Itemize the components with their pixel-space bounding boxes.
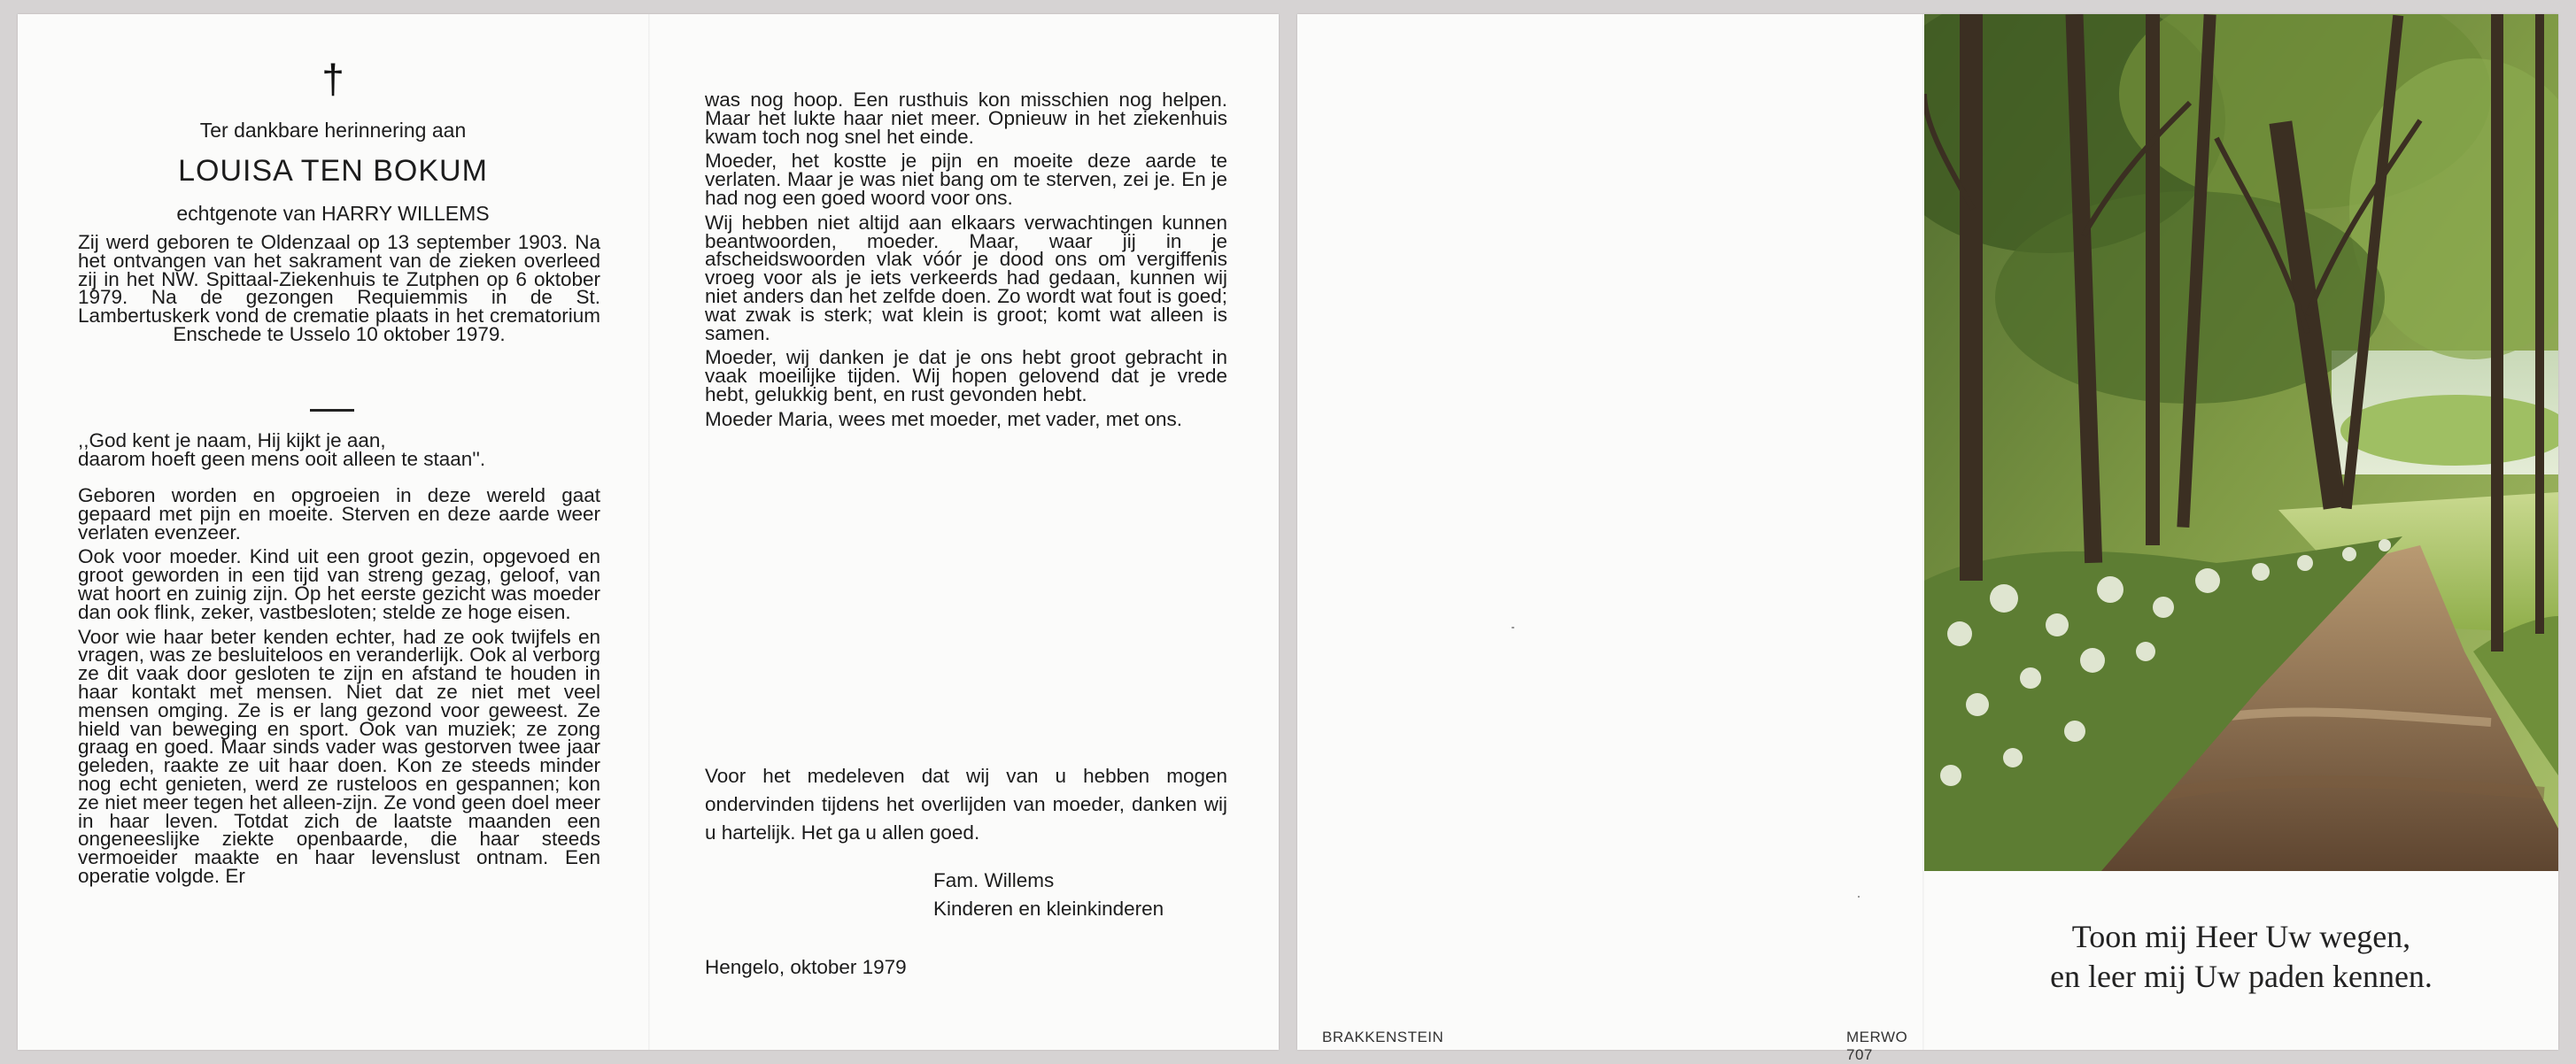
signature-children: Kinderen en kleinkinderen — [933, 898, 1164, 920]
card-code: MERWO 707 — [1846, 1029, 1908, 1063]
thanks-paragraph: Voor het medeleven dat wij van u hebben mogen ondervinden tijdens het overlijden van moeder, danken wij u hartelijk. Het ga u allen goed. — [705, 765, 1227, 844]
card-page-2 — [650, 14, 1279, 1050]
eulogy-paragraph: Moeder, het kostte je pijn en moeite deze aarde te verlaten. Maar je was niet bang om te sterven, zei je. En je had nog een goed woord voor ons. — [705, 150, 1227, 209]
place-date: Hengelo, oktober 1979 — [705, 956, 907, 978]
memorial-card-inside — [18, 14, 1279, 1050]
eulogy-paragraph: was nog hoop. Een rusthuis kon misschien nog helpen. Maar het lukte haar niet meer. Opnieuw in het ziekenhuis kwam toch nog snel het einde. — [705, 89, 1227, 148]
card-back-page — [1297, 14, 1922, 1063]
bible-verse — [1924, 917, 2558, 997]
verse-line: Toon mij Heer Uw wegen, — [2071, 919, 2411, 954]
paper-speck — [1512, 627, 1514, 628]
eulogy-paragraph: Moeder, wij danken je dat je ons hebt groot gebracht in vaak moeilijke tijden. Wij hopen gelovend dat je vrede hebt, gelukkig bent, en rust gevonden hebt. — [705, 346, 1227, 405]
eulogy-paragraph: Geboren worden en opgroeien in deze wereld gaat gepaard met pijn en moeite. Sterven en deze aarde weer verlaten evenzeer. — [78, 484, 600, 544]
tree-lined-path-photo — [1924, 14, 2558, 871]
card-cover-page — [1924, 14, 2558, 1050]
verse-line: en leer mij Uw paden kennen. — [2050, 959, 2433, 994]
publisher-imprint: BRAKKENSTEIN — [1322, 1029, 1444, 1045]
card-page-1 — [18, 14, 648, 1050]
eulogy-text-right — [705, 91, 1227, 436]
eulogy-paragraph: Ook voor moeder. Kind uit een groot gezin, opgevoed en groot geworden in een tijd van streng gezag, geloof, van wat hoort en zuinig zijn. Op het eerste gezicht was moeder dan ook flink, zeker, vastbesloten; stelde ze hoge eisen. — [78, 545, 600, 623]
signature-block — [933, 867, 1164, 923]
biography-paragraph: Zij werd geboren te Oldenzaal op 13 september 1903. Na het ontvangen van het sakrament van de zieken overleed zij in het NW. Spittaal-Ziekenhuis te Zutphen op 6 oktober 1979. Na de gezongen Requiemmis in de St. Lambertuskerk vond de crematie plaats in het crematorium Enschede te Usselo 10 oktober 1979. — [78, 231, 600, 345]
memorial-card-outside — [1297, 14, 2558, 1063]
dedication-text: Ter dankbare herinnering aan — [199, 119, 467, 142]
spouse-line: echtgenote van HARRY WILLEMS — [176, 202, 490, 225]
eulogy-paragraph: Wij hebben niet altijd aan elkaars verwachtingen kunnen beantwoorden, moeder. Maar, waar jij in je afscheidswoorden vlak vóór je dood ons om vergiffenis vroeg voor als je iets verkeerds had gedaan, kunnen wij niet anders dan het zelfde doen. Zo wordt wat fout is goed; wat zwak is sterk; wat klein is groot; komt wat alleen is samen. — [705, 211, 1227, 344]
divider — [310, 409, 354, 412]
quote-block — [78, 429, 600, 470]
quote-line: ,,God kent je naam, Hij kijkt je aan, — [78, 429, 386, 451]
eulogy-paragraph: Voor wie haar beter kenden echter, had ze ook twijfels en vragen, was ze besluiteloos en veranderlijk. Ook al verborg ze dit vaak door gesloten te zijn en afstand te houden in haar kontakt met mensen. Niet dat ze niet met veel mensen omging. Ze is er lang gezond voor geweest. Ze hield van beweging en sport. Ook van muziek; ze zong graag en goed. Maar sinds vader was gestorven twee jaar geleden, raakte ze uit haar doen. Kon ze steeds minder nog echt genieten, werd ze rusteloos en gespannen; kon ze niet meer tegen het alleen-zijn. Ze vond geen doel meer in haar leven. Totdat zich de laatste maanden een ongeneeslijke ziekte openbaarde, die haar steeds vermoeider maakte en haar levenslust ontnam. Een operatie volgde. Er — [78, 625, 600, 887]
quote-line: daarom hoeft geen mens ooit alleen te staan''. — [78, 447, 486, 470]
cross-icon: † — [321, 56, 344, 102]
deceased-name: LOUISA TEN BOKUM — [178, 154, 488, 188]
signature-family: Fam. Willems — [933, 869, 1055, 891]
paper-speck — [1858, 896, 1860, 898]
eulogy-text-left — [78, 484, 600, 892]
eulogy-paragraph: Moeder Maria, wees met moeder, met vader, met ons. — [705, 407, 1182, 430]
